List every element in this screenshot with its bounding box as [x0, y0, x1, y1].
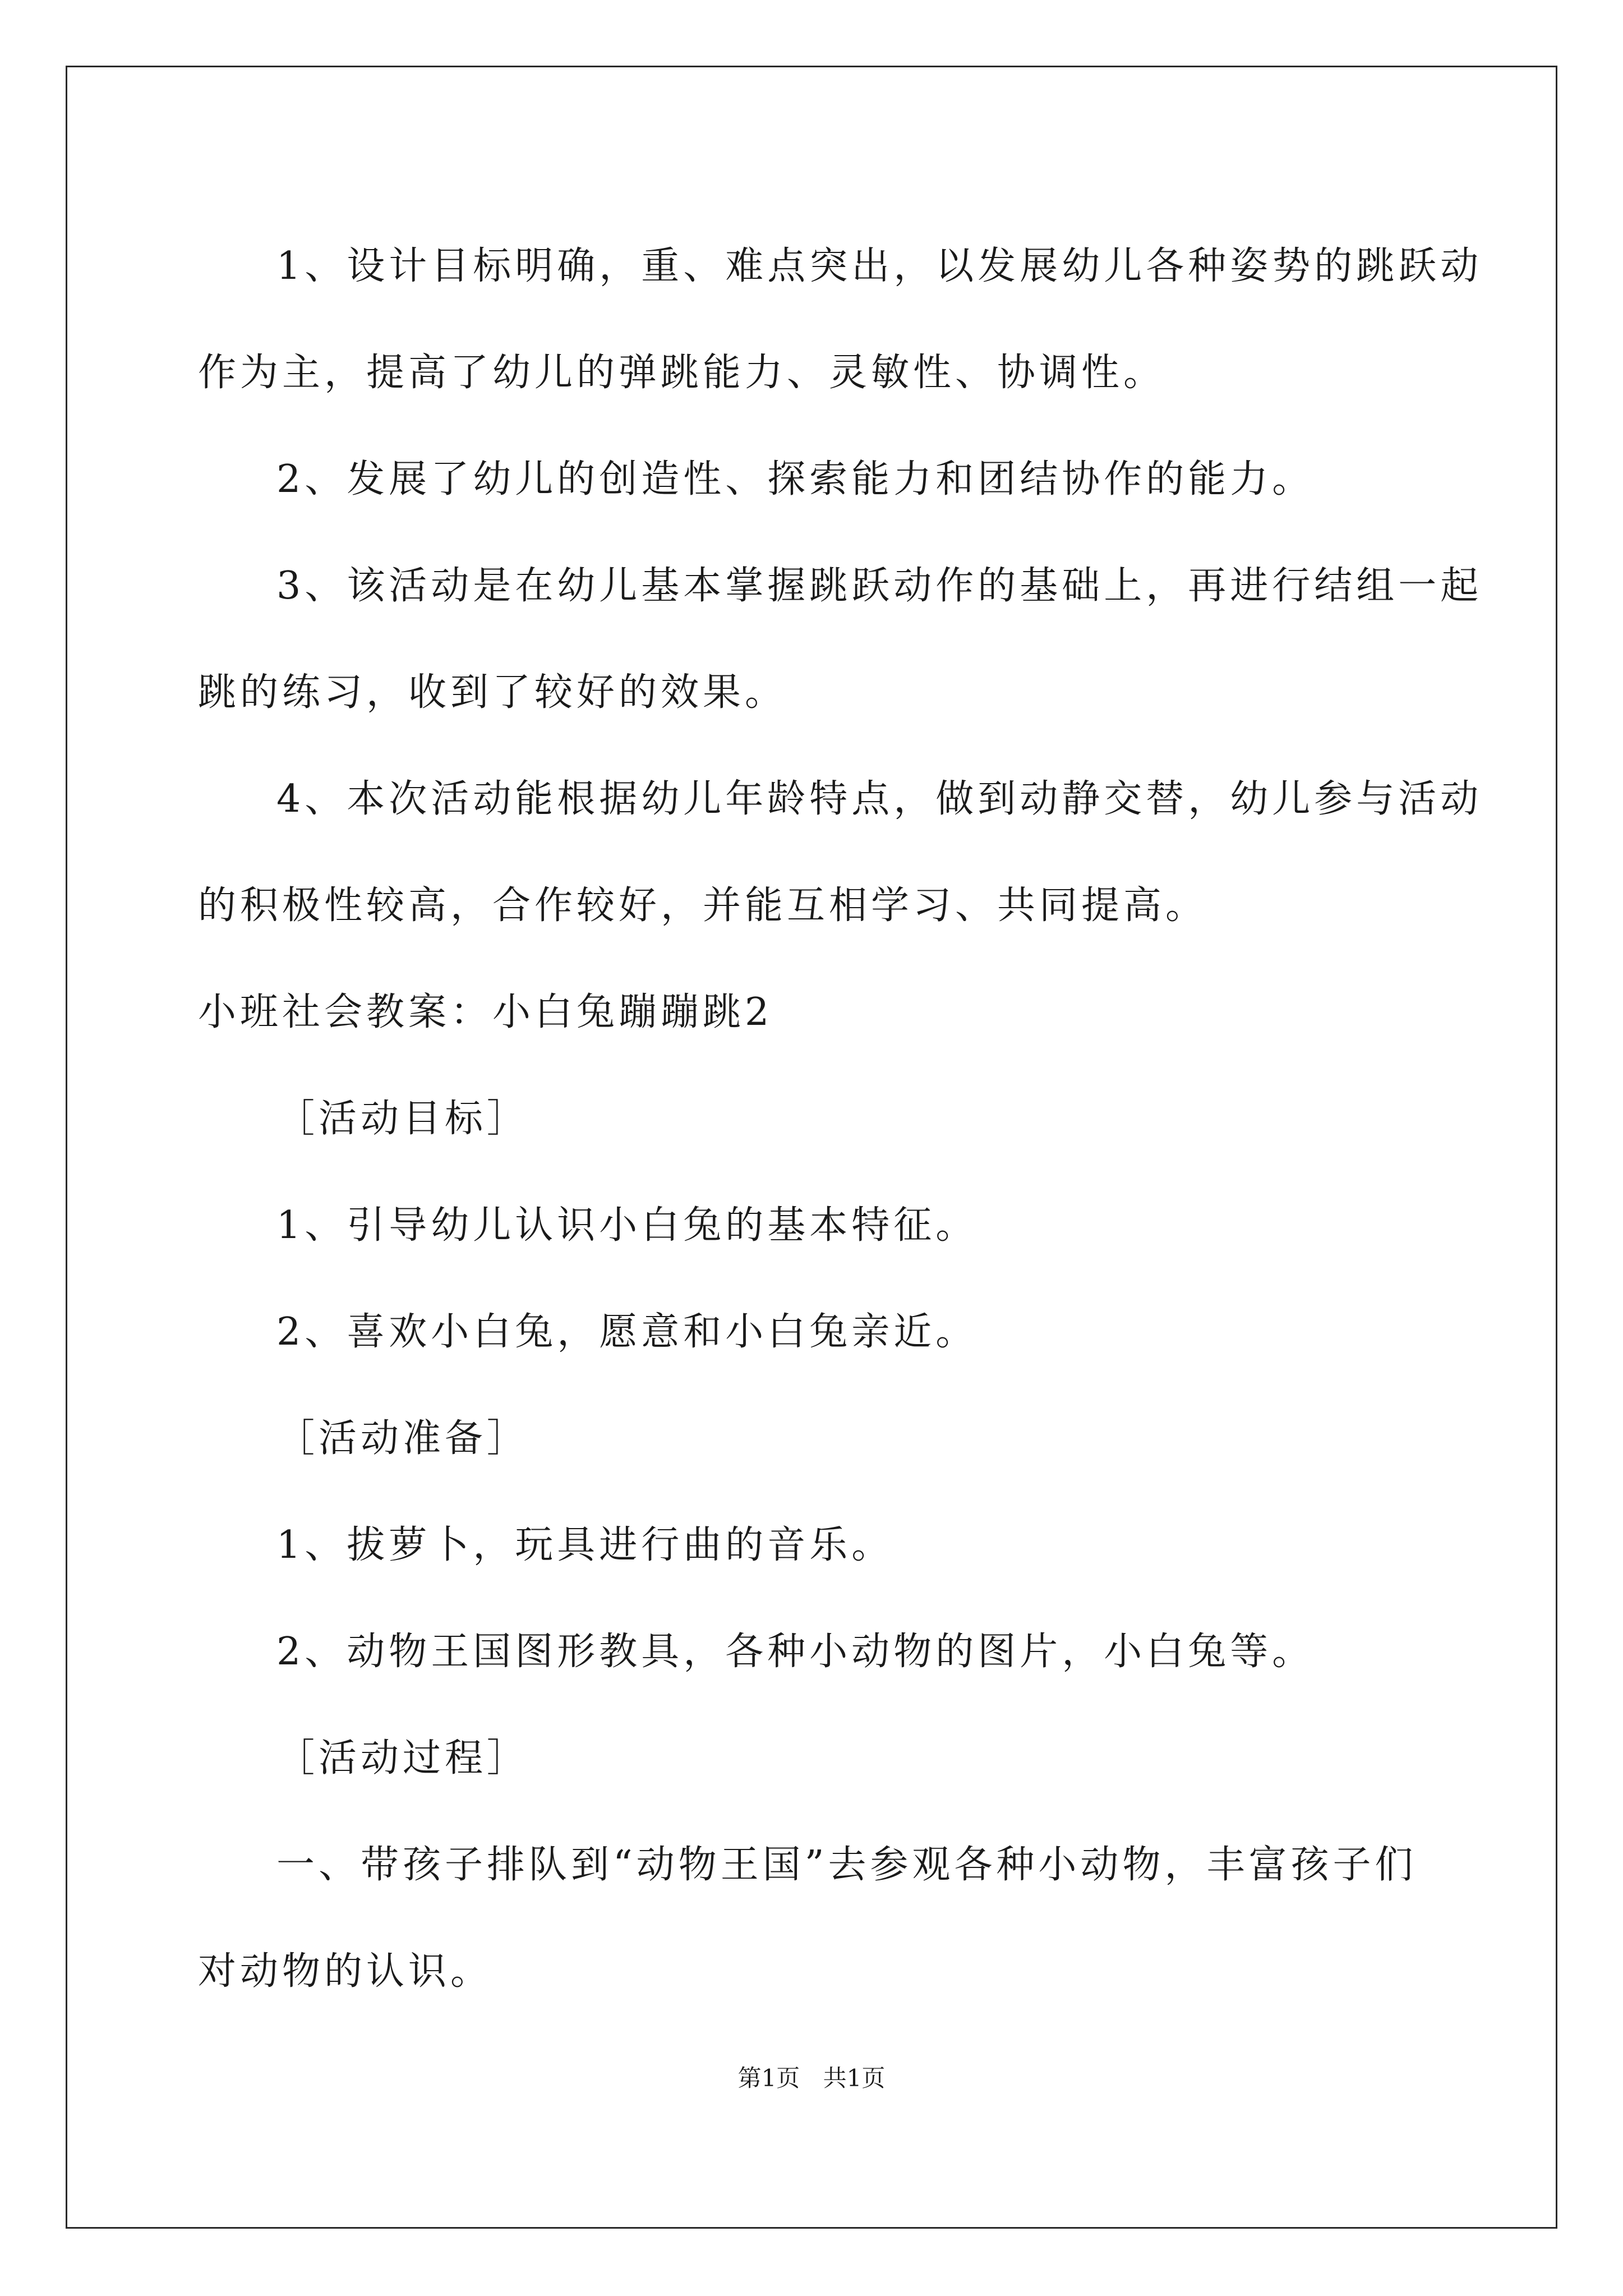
- paragraph: 2、动物王国图形教具，各种小动物的图片，小白兔等。: [276, 1630, 1315, 1674]
- section-heading-goals: ［活动目标］: [276, 1097, 529, 1141]
- paragraph: 作为主，提高了幼儿的弹跳能力、灵敏性、协调性。: [198, 351, 1166, 395]
- document-body: [198, 213, 1483, 2025]
- paragraph: 4、本次活动能根据幼儿年龄特点，做到动静交替，幼儿参与活动: [276, 777, 1483, 821]
- page-number: 第1页: [737, 2064, 800, 2092]
- paragraph: 的积极性较高，合作较好，并能互相学习、共同提高。: [198, 884, 1208, 928]
- page-footer: [0, 2060, 1623, 2093]
- paragraph: 1、设计目标明确，重、难点突出，以发展幼儿各种姿势的跳跃动: [276, 244, 1483, 288]
- section-heading-process: ［活动过程］: [276, 1736, 529, 1780]
- section-heading-preparation: ［活动准备］: [276, 1416, 529, 1461]
- paragraph: 2、喜欢小白兔，愿意和小白兔亲近。: [276, 1310, 978, 1354]
- paragraph: 1、拔萝卜，玩具进行曲的音乐。: [276, 1523, 894, 1567]
- paragraph: 跳的练习，收到了较好的效果。: [198, 670, 787, 715]
- paragraph: 对动物的认识。: [198, 1949, 493, 1994]
- paragraph: 1、引导幼儿认识小白兔的基本特征。: [276, 1203, 978, 1248]
- paragraph: 一、带孩子排队到“动物王国”去参观各种小动物，丰富孩子们: [276, 1843, 1417, 1887]
- section-title: 小班社会教案：小白兔蹦蹦跳2: [198, 990, 773, 1034]
- paragraph: 2、发展了幼儿的创造性、探索能力和团结协作的能力。: [276, 457, 1315, 501]
- total-pages: 共1页: [823, 2064, 886, 2092]
- paragraph: 3、该活动是在幼儿基本掌握跳跃动作的基础上，再进行结组一起: [276, 564, 1483, 608]
